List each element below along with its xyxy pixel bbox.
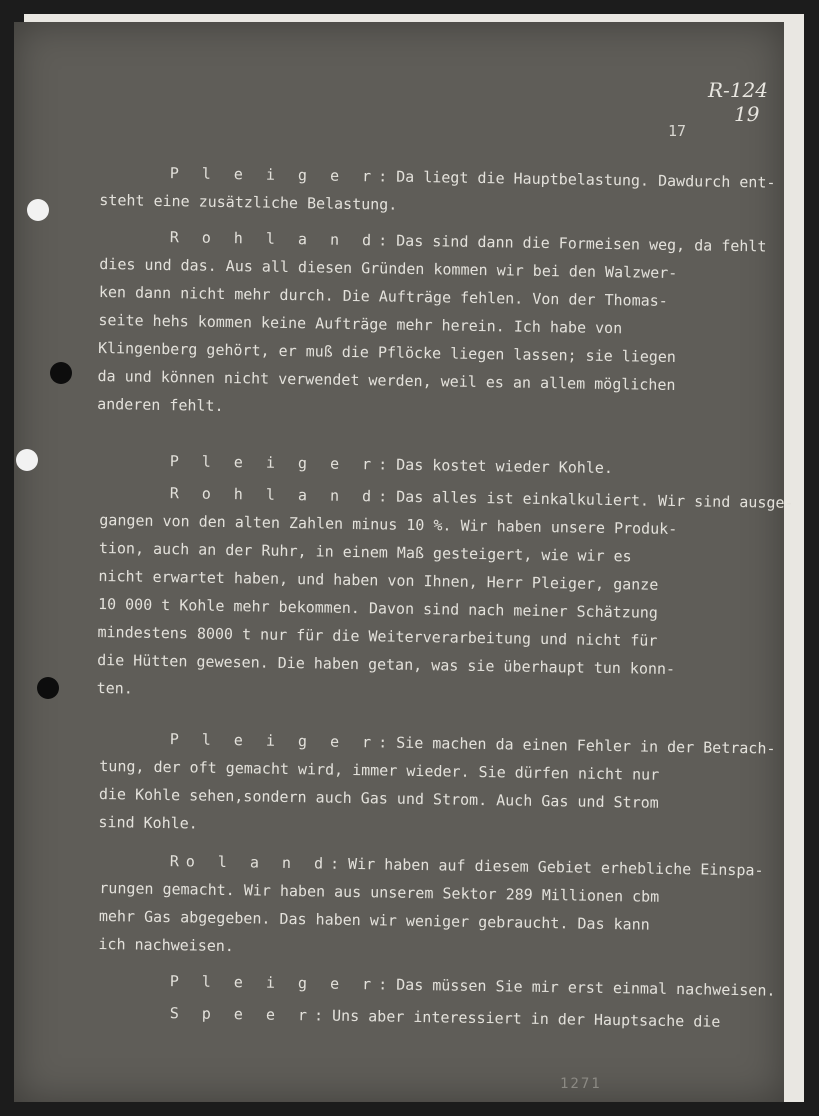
transcript-paragraph bbox=[98, 846, 764, 967]
transcript-line: ken dann nicht mehr durch. Die Aufträge fehlen. Von der Thomas- bbox=[98, 282, 668, 310]
transcript-line: mindestens 8000 t nur für die Weiterverarbeitung und nicht für bbox=[97, 622, 658, 650]
speaker-name: S p e e r bbox=[169, 1004, 315, 1025]
transcript-line: : Das sind dann die Formeisen weg, da fehlt bbox=[378, 231, 767, 256]
transcript-line: : Das müssen Sie mir erst einmal nachweisen. bbox=[378, 975, 776, 1000]
transcript-line: 10 000 t Kohle mehr bekommen. Davon sind nach meiner Schätzung bbox=[97, 594, 659, 622]
transcript-line: die Hütten gewesen. Die haben getan, was sie überhaupt tun konn- bbox=[96, 650, 676, 679]
transcript-line: rungen gemacht. Wir haben aus unserem Sektor 289 Millionen cbm bbox=[99, 878, 660, 906]
transcript-line: seite hehs kommen keine Aufträge mehr herein. Ich habe von bbox=[98, 310, 623, 338]
punch-hole bbox=[50, 362, 72, 384]
transcript-line: mehr Gas abgegeben. Das haben wir weniger gebraucht. Das kann bbox=[98, 906, 650, 934]
transcript-paragraph bbox=[99, 158, 776, 223]
transcript-line: tung, der oft gemacht wird, immer wieder. Sie dürfen nicht nur bbox=[99, 756, 660, 784]
transcript-line: : Da liegt die Hauptbelastung. Dawdurch ent- bbox=[378, 167, 776, 192]
transcript-line: da und können nicht verwendet werden, weil es an allem möglichen bbox=[97, 366, 676, 395]
speaker-name: P l e i g e r bbox=[169, 452, 379, 474]
handwritten-page-ref: 19 bbox=[734, 102, 760, 126]
transcript-line: dies und das. Aus all diesen Gründen kommen wir bei den Walzwer- bbox=[99, 254, 678, 283]
transcript-paragraph bbox=[96, 222, 767, 427]
transcript-line: steht eine zusätzliche Belastung. bbox=[99, 190, 398, 214]
transcript-line: ich nachweisen. bbox=[98, 934, 235, 956]
speaker-name: R o h l a n d bbox=[169, 228, 379, 250]
speaker-name: Ro l a n d bbox=[169, 852, 331, 873]
speaker-name: P l e i g e r bbox=[169, 730, 379, 752]
punch-hole bbox=[37, 677, 59, 699]
transcript-line: : Uns aber interessiert in der Hauptsache die bbox=[313, 1006, 721, 1031]
transcript-line: : Das alles ist einkalkuliert. Wir sind ausge- bbox=[378, 487, 794, 512]
speaker-name: R o h l a n d bbox=[169, 484, 379, 506]
transcript-line: : Sie machen da einen Fehler in der Betrach- bbox=[378, 733, 776, 758]
transcript-line: ten. bbox=[96, 678, 133, 698]
transcript-line: gangen von den alten Zahlen minus 10 %. Wir haben unsere Produk- bbox=[99, 510, 678, 539]
transcript-line: : Das kostet wieder Kohle. bbox=[378, 455, 614, 478]
transcript-paragraph bbox=[96, 478, 794, 711]
handwritten-annotation: R-124 bbox=[708, 78, 768, 102]
transcript-line: tion, auch an der Ruhr, in einem Maß gesteigert, wie wir es bbox=[98, 538, 632, 566]
transcript-line: anderen fehlt. bbox=[96, 394, 224, 415]
speaker-name: P l e i g e r bbox=[169, 972, 379, 994]
punch-hole bbox=[27, 199, 49, 221]
transcript-line: Klingenberg gehört, er muß die Pflöcke liegen lassen; sie liegen bbox=[97, 338, 677, 367]
transcript-line: sind Kohle. bbox=[98, 812, 198, 833]
transcript-line: nicht erwartet haben, und haben von Ihnen, Herr Pleiger, ganze bbox=[98, 566, 659, 594]
punch-hole bbox=[16, 449, 38, 471]
transcript-line: die Kohle sehen,sondern auch Gas und Strom. Auch Gas und Strom bbox=[98, 784, 659, 812]
page-number: 17 bbox=[668, 122, 687, 140]
speaker-name: P l e i g e r bbox=[169, 164, 379, 186]
transcript-line: : Wir haben auf diesem Gebiet erhebliche Einspa- bbox=[329, 854, 764, 880]
archive-stamp-number: 1271 bbox=[560, 1076, 602, 1092]
transcript-paragraph bbox=[98, 724, 776, 845]
